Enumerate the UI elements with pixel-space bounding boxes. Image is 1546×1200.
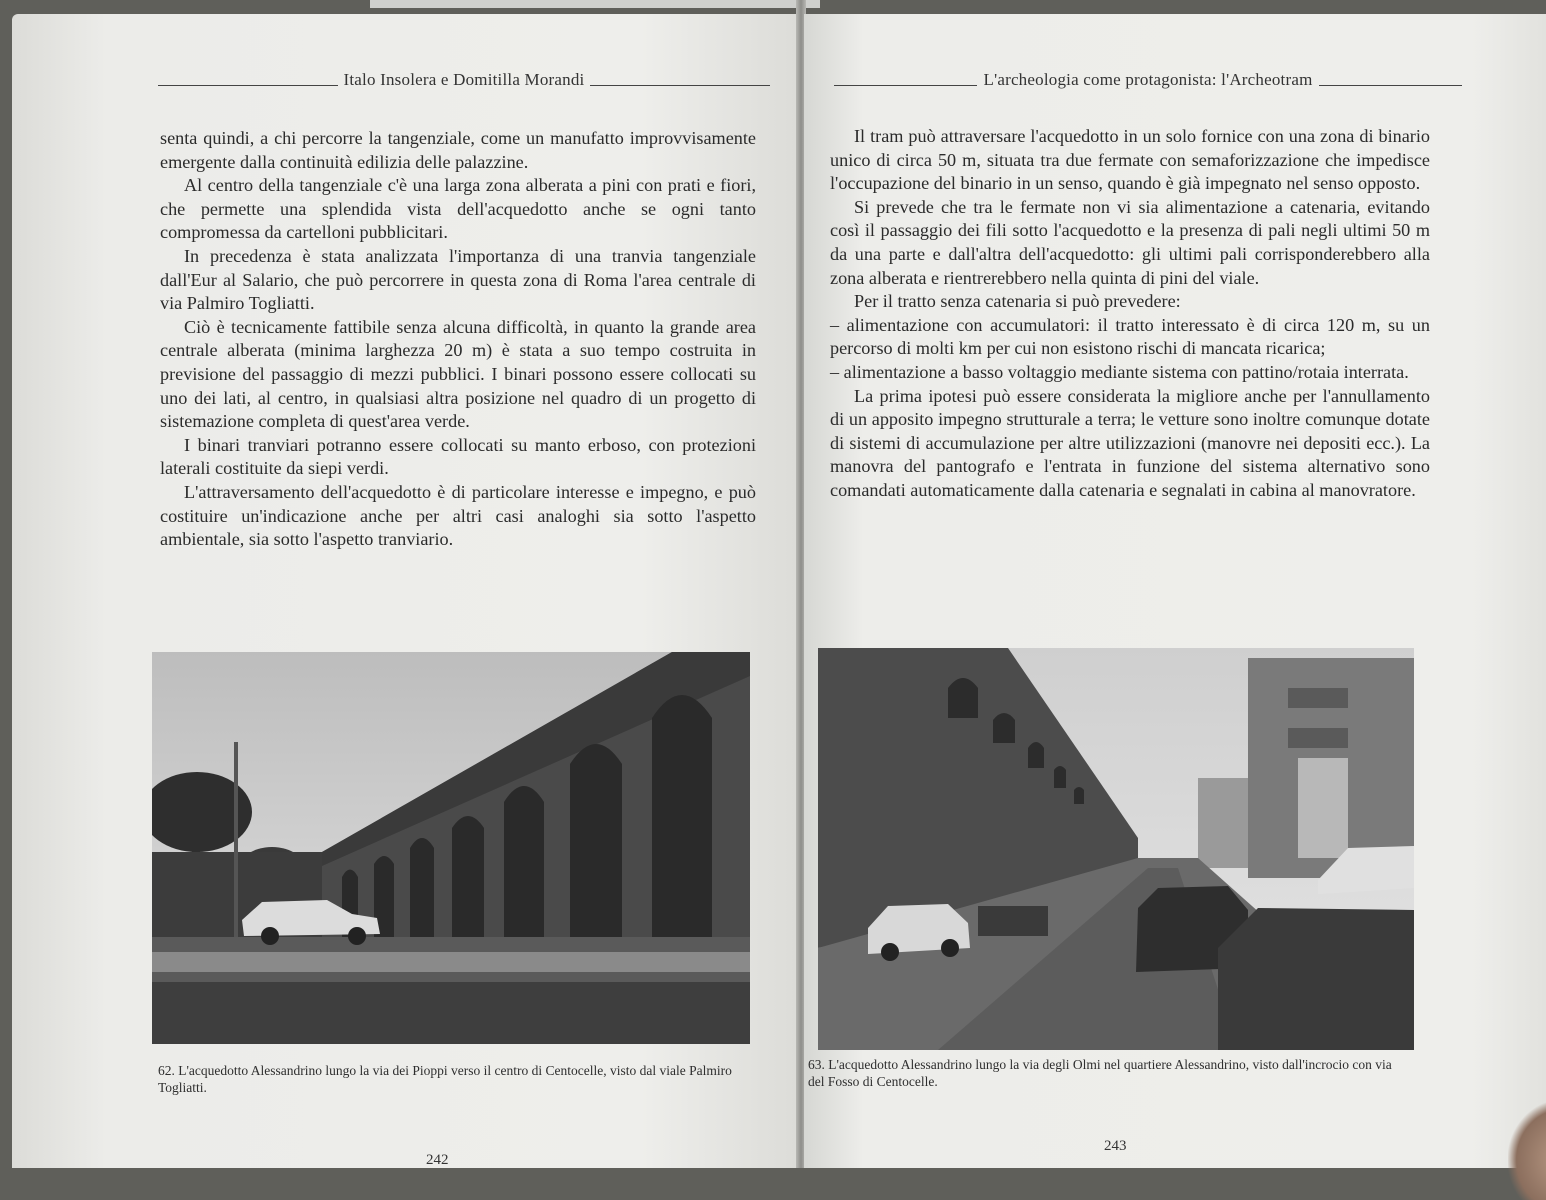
right-running-head-text: L'archeologia come protagonista: l'Archeotram: [983, 70, 1313, 89]
paragraph: senta quindi, a chi percorre la tangenziale, come un manufatto improvvisamente emergente dalla continuità edilizia delle palazzine.: [160, 128, 756, 172]
paragraph: Si prevede che tra le fermate non vi sia alimentazione a catenaria, evitando così il passaggio dei fili sotto l'acquedotto e la presenza di pali negli ultimi 50 m da una parte e dall'altra dell'acquedotto: gli ultimi pali corrisponderebbero alla zona alberata e rientrerebbero nella quinta di pini del viale.: [830, 196, 1430, 288]
paragraph: I binari tranviari potranno essere collocati su manto erboso, con protezioni laterali costituite da siepi verdi.: [160, 434, 756, 479]
paragraph: La prima ipotesi può essere considerata la migliore anche per l'annullamento di un apposito impegno strutturale a terra; le vetture sono inoltre comunque dotate di sistemi di accumulazione per altre utilizzazioni (manovre nei depositi ecc.). La manovra del pantografo e l'entrata in funzione del sistema alternativo sono comandati automaticamente dalla catenaria e segnalati in cabina al manovratore.: [830, 385, 1430, 500]
paragraph: Il tram può attraversare l'acquedotto in un solo fornice con una zona di binario unico di circa 50 m, situata tra due fermate con semaforizzazione che impedisce l'occupazione del binario in un senso, quando è già impegnato nel senso opposto.: [830, 126, 1430, 194]
thumb-holding-book: [1508, 1100, 1546, 1200]
aqueduct-photo-62: [152, 652, 750, 1044]
head-rule: [834, 85, 977, 86]
left-page: [12, 14, 798, 1168]
aqueduct-photo-63: [818, 648, 1414, 1050]
caption-text: 62. L'acquedotto Alessandrino lungo la via dei Pioppi verso il centro di Centocelle, visto dal viale Palmiro Togliatti.: [158, 1063, 732, 1095]
left-running-head-text: Italo Insolera e Domitilla Morandi: [343, 70, 585, 89]
right-caption: [808, 1056, 1408, 1090]
left-running-head: [158, 70, 770, 90]
paragraph: L'attraversamento dell'acquedotto è di particolare interesse e impegno, e può costituire un'indicazione anche per altri casi analoghi sia sotto l'aspetto ambientale, sia sotto l'aspetto tranviario.: [160, 481, 756, 550]
head-rule: [590, 85, 770, 86]
paragraph: In precedenza è stata analizzata l'importanza di una tranvia tangenziale dall'Eur al Salario, che può percorrere in questa zona di Roma l'area centrale di via Palmiro Togliatti.: [160, 245, 756, 314]
right-body-text: [830, 125, 1430, 503]
paragraph: Al centro della tangenziale c'è una larga zona alberata a pini con prati e fiori, che permette una splendida vista dell'acquedotto anche se ogni tanto compromessa da cartelloni pubblicitari.: [160, 175, 756, 243]
list-item: – alimentazione a basso voltaggio mediante sistema con pattino/rotaia interrata.: [830, 361, 1409, 382]
head-rule: [1319, 85, 1462, 86]
left-caption: [158, 1062, 748, 1096]
head-rule: [158, 85, 338, 86]
paragraph: Ciò è tecnicamente fattibile senza alcuna difficoltà, in quanto la grande area centrale alberata (minima larghezza 20 m) è stata a suo tempo costruita in previsione del passaggio di mezzi pubblici. I binari possono essere collocati su uno dei lati, al centro, in qualsiasi altra posizione nel quadro di un progetto di sistemazione completa di quest'area verde.: [160, 316, 756, 432]
background-strip: [370, 0, 820, 8]
left-page-number: 242: [426, 1152, 449, 1168]
paragraph: Per il tratto senza catenaria si può prevedere:: [854, 291, 1181, 312]
right-running-head: [834, 70, 1462, 90]
caption-text: 63. L'acquedotto Alessandrino lungo la via degli Olmi nel quartiere Alessandrino, visto dall'incrocio con via del Fosso di Centocelle.: [808, 1057, 1392, 1089]
left-body-text: [160, 127, 756, 552]
list-item: – alimentazione con accumulatori: il tratto interessato è di circa 120 m, su un percorso di molti km per cui non esistono rischi di mancata ricarica;: [830, 314, 1430, 359]
right-page: [804, 14, 1546, 1168]
right-page-number: 243: [1104, 1138, 1127, 1154]
